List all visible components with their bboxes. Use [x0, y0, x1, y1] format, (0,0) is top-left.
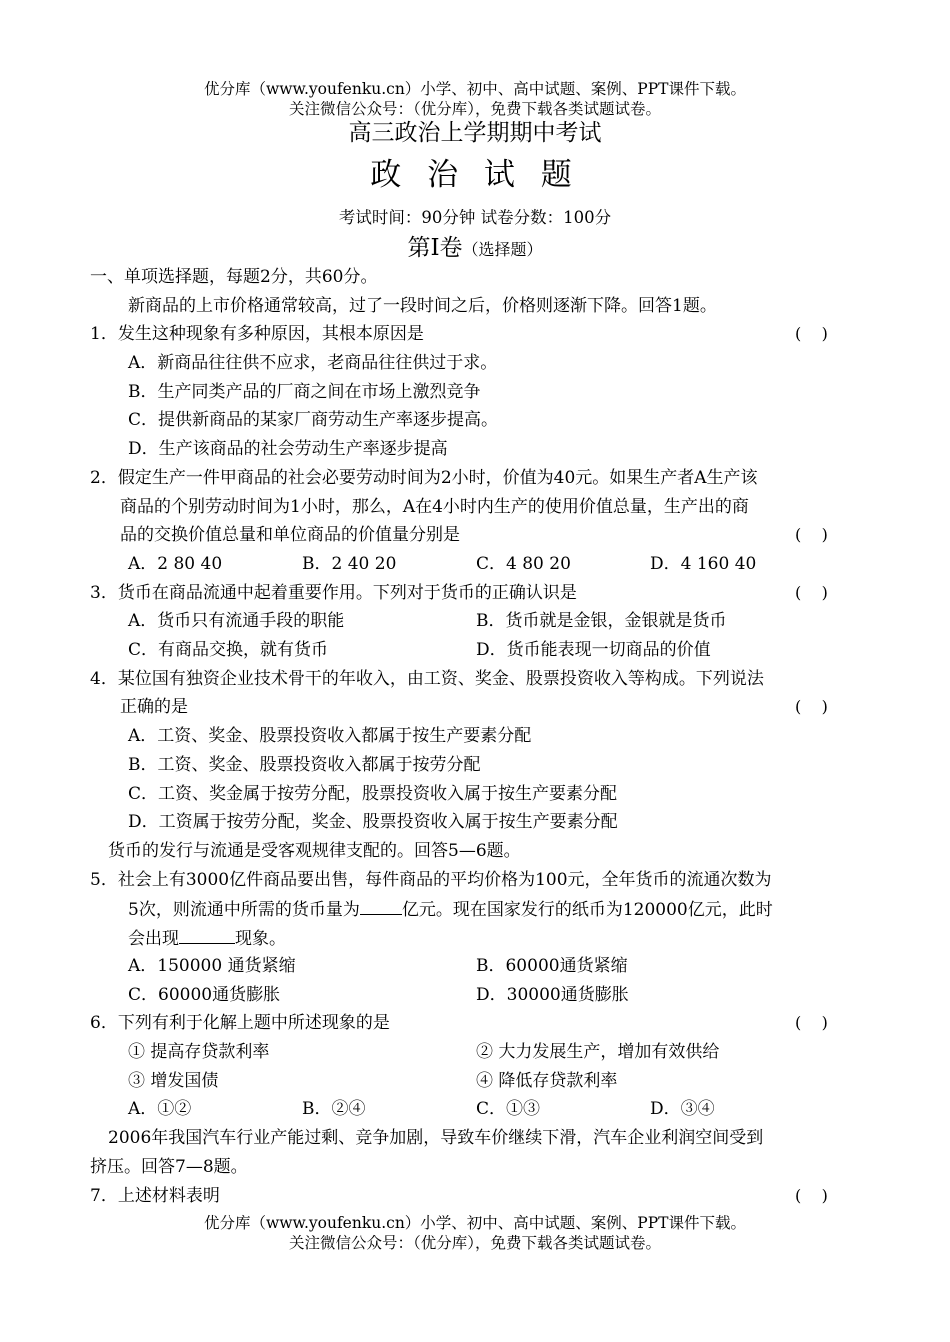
header-line-2: 关注微信公众号：（优分库），免费下载各类试题试卷。: [288, 100, 661, 118]
q7-answer-blank: ( ): [795, 1186, 828, 1205]
q3-option-c: C．有商品交换，就有货币: [128, 640, 329, 660]
q5-option-b: B．60000通货紧缩: [476, 956, 628, 976]
q5-line-3-start: 会出现: [128, 929, 179, 949]
stem-q7-8-line-1: 2006年我国汽车行业产能过剩、竞争加剧，导致车价继续下滑，汽车企业利润空间受到: [108, 1128, 764, 1148]
q4-line-1: 4．某位国有独资企业技术骨干的年收入，由工资、奖金、股票投资收入等构成。下列说法: [90, 669, 764, 689]
q6-statement-4: ④ 降低存贷款利率: [476, 1071, 618, 1091]
q6-option-c: C．①③: [476, 1099, 541, 1119]
q6-statement-1: ① 提高存贷款利率: [128, 1042, 270, 1062]
q2-option-b: B．2 40 20: [302, 554, 397, 574]
q5-line-3: [128, 927, 286, 949]
part-heading: 一、单项选择题，每题2分，共60分。: [90, 267, 378, 287]
q2-option-a: A．2 80 40: [128, 554, 223, 574]
q5-line-2: [128, 898, 773, 920]
q4-option-a: A．工资、奖金、股票投资收入都属于按生产要素分配: [128, 726, 532, 746]
q6-option-d: D．③④: [650, 1099, 715, 1119]
q5-line-2-end: 亿元。现在国家发行的纸币为120000亿元，此时: [401, 900, 773, 920]
q4-option-c: C．工资、奖金属于按劳分配，股票投资收入属于按生产要素分配: [128, 784, 618, 804]
q2-line-3: 品的交换价值总量和单位商品的价值量分别是: [120, 525, 460, 545]
q2-option-d: D．4 160 40: [650, 554, 757, 574]
q2-option-c: C．4 80 20: [476, 554, 571, 574]
q3-option-b: B．货币就是金银，金银就是货币: [476, 611, 727, 631]
section-heading: [0, 234, 950, 264]
q6-text: 6．下列有利于化解上题中所述现象的是: [90, 1013, 390, 1033]
q6-statement-2: ② 大力发展生产，增加有效供给: [476, 1042, 720, 1062]
section-title: 第Ⅰ卷: [407, 235, 463, 261]
q5-fill-blank-2: [179, 927, 235, 944]
q5-option-a: A．150000 通货紧缩: [128, 956, 296, 976]
q1-answer-blank: ( ): [795, 324, 828, 343]
q3-option-a: A．货币只有流通手段的职能: [128, 611, 345, 631]
q2-answer-blank: ( ): [795, 525, 828, 544]
q1-text: 1．发生这种现象有多种原因，其根本原因是: [90, 324, 424, 344]
q3-text: 3．货币在商品流通中起着重要作用。下列对于货币的正确认识是: [90, 583, 577, 603]
q3-answer-blank: ( ): [795, 583, 828, 602]
q5-option-d: D．30000通货膨胀: [476, 985, 629, 1005]
stem-q7-8-line-2: 挤压。回答7—8题。: [90, 1157, 248, 1177]
q4-line-2: 正确的是: [120, 697, 188, 717]
stem-q1: 新商品的上市价格通常较高，过了一段时间之后，价格则逐渐下降。回答1题。: [128, 296, 717, 316]
q6-statement-3: ③ 增发国债: [128, 1071, 219, 1091]
q2-line-2: 商品的个别劳动时间为1小时，那么，A在4小时内生产的使用价值总量，生产出的商: [120, 497, 749, 517]
q5-line-1: 5．社会上有3000亿件商品要出售，每件商品的平均价格为100元，全年货币的流通次数为: [90, 870, 772, 890]
stem-q5-6: 货币的发行与流通是受客观规律支配的。回答5—6题。: [108, 841, 521, 861]
q4-answer-blank: ( ): [795, 697, 828, 716]
header-line-1: 优分库（www.youfenku.cn）小学、初中、高中试题、案例、PPT课件下载。: [203, 80, 747, 98]
exam-info: 考试时间：90分钟 试卷分数：100分: [338, 208, 612, 227]
q5-option-c: C．60000通货膨胀: [128, 985, 281, 1005]
q2-line-1: 2．假定生产一件甲商品的社会必要劳动时间为2小时，价值为40元。如果生产者A生产该: [90, 468, 758, 488]
q5-fill-blank-1: [360, 898, 402, 915]
q5-line-2-start: 5次，则流通中所需的货币量为: [128, 900, 360, 920]
footer-line-2: 关注微信公众号：（优分库），免费下载各类试题试卷。: [288, 1234, 661, 1252]
q7-text: 7．上述材料表明: [90, 1186, 220, 1206]
q1-option-b: B．生产同类产品的厂商之间在市场上激烈竞争: [128, 382, 481, 402]
q1-option-c: C．提供新商品的某家厂商劳动生产率逐步提高。: [128, 410, 499, 430]
q6-option-a: A．①②: [128, 1099, 192, 1119]
exam-subtitle: 高三政治上学期期中考试: [348, 120, 602, 146]
q1-option-a: A．新商品往往供不应求，老商品往往供过于求。: [128, 353, 498, 373]
q1-option-d: D．生产该商品的社会劳动生产率逐步提高: [128, 439, 448, 459]
q5-line-3-end: 现象。: [235, 929, 286, 949]
footer-line-1: 优分库（www.youfenku.cn）小学、初中、高中试题、案例、PPT课件下载。: [203, 1214, 747, 1232]
q6-option-b: B．②④: [302, 1099, 366, 1119]
q6-answer-blank: ( ): [795, 1013, 828, 1032]
section-note: （选择题）: [462, 240, 543, 259]
q3-option-d: D．货币能表现一切商品的价值: [476, 640, 711, 660]
q4-option-d: D．工资属于按劳分配，奖金、股票投资收入属于按生产要素分配: [128, 812, 618, 832]
q4-option-b: B．工资、奖金、股票投资收入都属于按劳分配: [128, 755, 481, 775]
exam-title: 政 治 试 题: [370, 157, 580, 193]
